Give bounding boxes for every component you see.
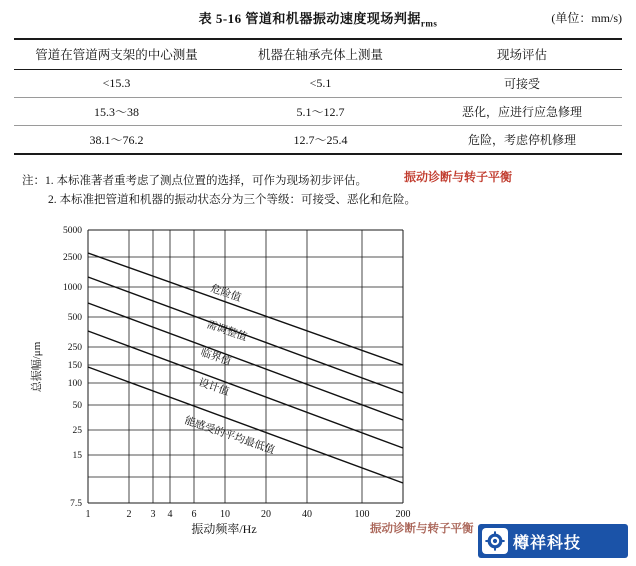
series-label-perceptible: 能感受的平均最低值 [183, 415, 276, 457]
cell-machine-range: 12.7～25.4 [219, 126, 422, 155]
watermark-bottom: 振动诊断与转子平衡 [370, 523, 474, 535]
chart-series-lines [88, 253, 403, 483]
svg-text:2: 2 [126, 509, 132, 520]
cell-assessment: 危险，考虑停机修理 [422, 126, 622, 155]
svg-text:50: 50 [72, 401, 82, 411]
svg-text:20: 20 [261, 509, 271, 520]
cell-machine-range: <5.1 [219, 70, 422, 98]
svg-text:250: 250 [67, 343, 82, 353]
cell-pipe-range: 15.3～38 [14, 98, 219, 126]
logo-text: 樽祥科技 [513, 534, 582, 552]
series-line-critical [88, 303, 403, 420]
unit-note: (单位：mm/s) [551, 11, 622, 25]
column-header-assessment: 现场评估 [422, 39, 622, 70]
svg-text:500: 500 [67, 313, 82, 323]
table-title-subscript: rms [420, 18, 438, 29]
table-notes [22, 172, 416, 210]
column-header-pipe: 管道在管道两支架的中心测量 [14, 39, 219, 70]
company-logo [478, 524, 628, 558]
gear-icon [482, 528, 508, 554]
svg-text:1000: 1000 [63, 283, 82, 293]
vibration-severity-chart [18, 215, 618, 535]
svg-text:15: 15 [72, 451, 82, 461]
table-title-text: 表 5-16 管道和机器振动速度现场判据 [198, 11, 421, 26]
svg-text:4: 4 [167, 509, 173, 520]
series-label-critical: 临界值 [199, 347, 233, 369]
cell-assessment: 恶化，应进行应急修理 [422, 98, 622, 126]
chart-gridlines [88, 230, 403, 503]
svg-text:1: 1 [85, 509, 91, 520]
cell-pipe-range: 38.1～76.2 [14, 126, 219, 155]
svg-text:40: 40 [302, 509, 312, 520]
table-row [14, 98, 622, 126]
cell-assessment: 可接受 [422, 70, 622, 98]
table-row [14, 70, 622, 98]
series-label-adjust: 需调整值 [205, 319, 249, 344]
chart-x-ticklabels [86, 509, 411, 520]
cell-machine-range: 5.1～12.7 [219, 98, 422, 126]
svg-text:6: 6 [191, 509, 197, 520]
page-title [0, 8, 636, 29]
svg-text:7.5: 7.5 [70, 499, 82, 509]
note-line-1: 注：1. 本标准著者重考虑了测点位置的选择，可作为现场初步评估。 [22, 175, 367, 187]
title-row [0, 8, 636, 30]
watermark-top: 振动诊断与转子平衡 [404, 170, 513, 184]
table-header-row [14, 39, 622, 70]
note-line-2: 2. 本标准把管道和机器的振动状态分为三个等级：可接受、恶化和危险。 [48, 194, 416, 206]
chart-x-axis-label: 振动频率/Hz [191, 522, 257, 535]
chart-y-ticklabels [63, 226, 82, 509]
series-label-danger: 危险值 [209, 283, 243, 305]
cell-pipe-range: <15.3 [14, 70, 219, 98]
column-header-machine: 机器在轴承壳体上测量 [219, 39, 422, 70]
svg-text:100: 100 [67, 379, 82, 389]
svg-text:150: 150 [67, 361, 82, 371]
svg-text:100: 100 [354, 509, 370, 520]
vibration-criteria-table [14, 38, 622, 155]
svg-text:2500: 2500 [63, 253, 82, 263]
table-row [14, 126, 622, 155]
svg-text:5000: 5000 [63, 226, 82, 236]
svg-text:25: 25 [72, 426, 82, 436]
chart-y-axis-label: 总振幅/μm [31, 341, 43, 393]
svg-text:10: 10 [220, 509, 230, 520]
svg-text:200: 200 [395, 509, 411, 520]
svg-text:3: 3 [150, 509, 156, 520]
series-label-design: 设计值 [197, 377, 231, 399]
chart-series-labels [183, 282, 277, 457]
series-line-perceptible [88, 367, 403, 483]
